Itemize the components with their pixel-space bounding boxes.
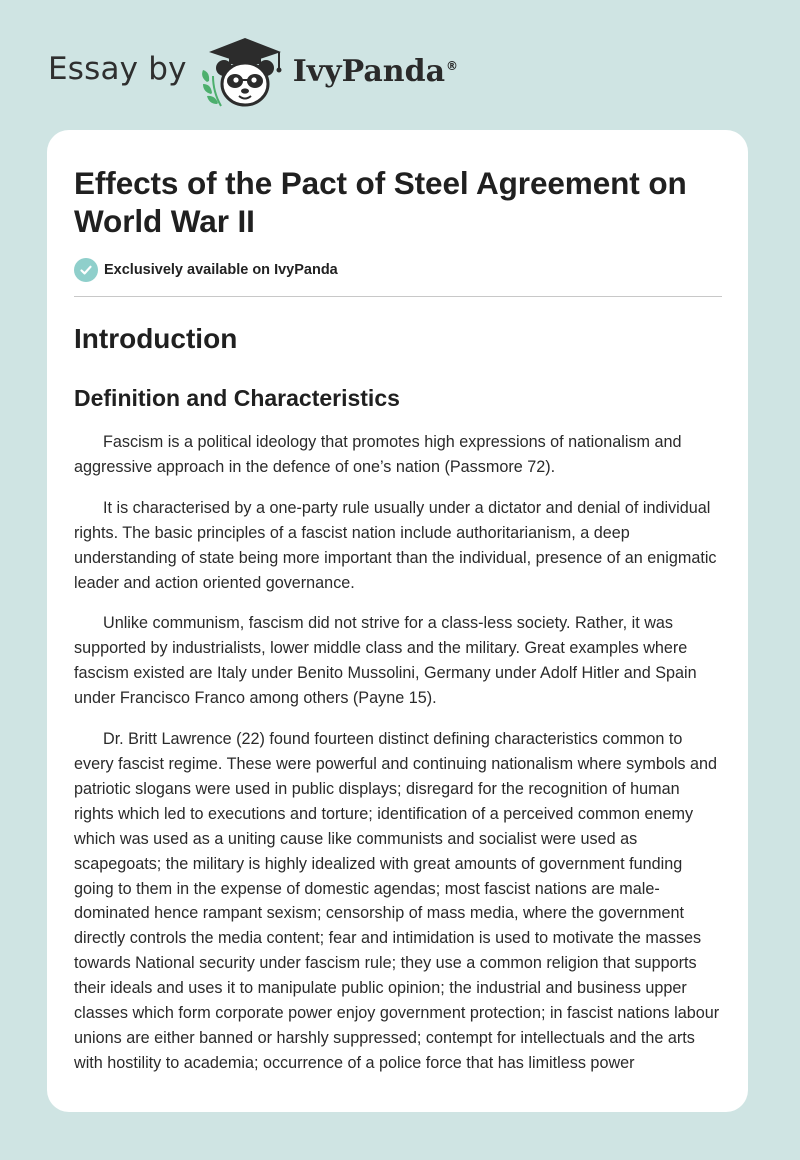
exclusive-badge [74,257,722,283]
title-divider [74,296,722,297]
brand-name-text: IvyPanda [292,53,446,89]
site-brand[interactable] [48,34,458,110]
essay-body [74,430,722,1076]
essay-card [47,130,748,1112]
paragraph: Fascism is a political ideology that promotes high expressions of nationalism and aggressive approach in the defence of one’s nation (Passmore 72). [74,433,682,476]
registered-mark: ® [446,58,459,73]
ivypanda-wordmark [293,54,458,89]
subsection-heading-definition: Definition and Characteristics [74,385,400,411]
paragraph: It is characterised by a one-party rule usually under a dictator and denial of individual rights. The basic principles of a fascist nation include authoritarianism, a deep understanding of state being more important than the individual, presence of an enigmatic leader and action oriented governance. [74,498,717,592]
check-circle-icon [74,258,98,282]
paragraph: Unlike communism, fascism did not strive for a class-less society. Rather, it was supported by industrialists, lower middle class and the military. Great examples where fascism existed are Italy under Benito Mussolini, Germany under Adolf Hitler and Spain under Francisco Franco among others (Payne 15). [74,614,697,708]
section-heading-introduction: Introduction [74,323,238,354]
paragraph: Dr. Britt Lawrence (22) found fourteen distinct defining characteristics common to every fascist regime. These were powerful and continuing nationalism where symbols and patriotic slogans were used in public displays; disregard for the recognition of human rights which led to executions and torture; identification of a perceived common enemy which was used as a uniting cause like communists and socialist were used as scapegoats; the military is highly idealized with great amounts of government funding going to them in the expense of domestic agendas; most fascist nations are male-dominated hence rampant sexism; censorship of mass media, where the government directly controls the media content; fear and intimidation is used to motivate the masses towards National security under fascism rule; they use a common religion that supports their ideals and uses it to manipulate public opinion; the industrial and business upper classes which form corporate power enjoy government protection; in fascist nations labour unions are either banned or harshly suppressed; contempt for intellectuals and the arts with hostility to academia; occurrence of a police force that has limitless power [74,730,720,1072]
essay-title: Effects of the Pact of Steel Agreement on World War II [74,165,687,239]
exclusive-badge-label: Exclusively available on IvyPanda [104,262,338,278]
essay-by-label: Essay by [48,51,187,87]
panda-graduate-logo-icon [199,34,291,110]
